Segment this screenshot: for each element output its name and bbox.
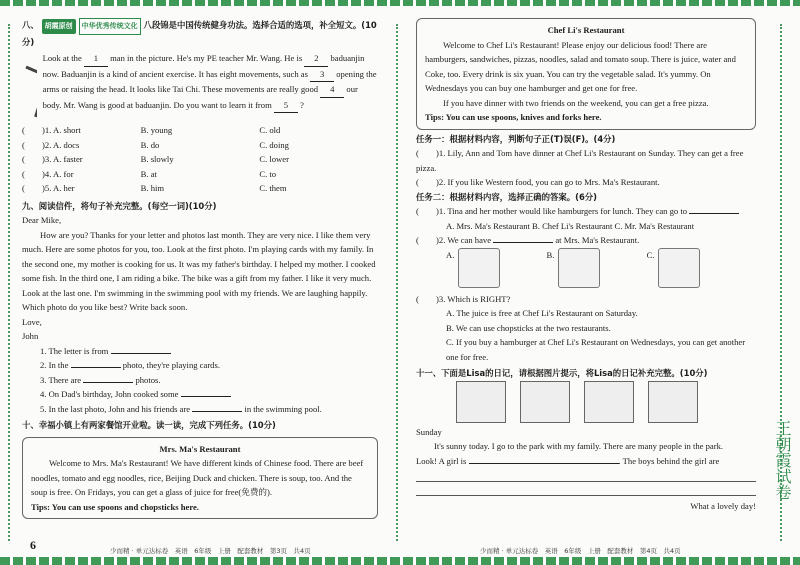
food-images: A. B. C.: [446, 248, 756, 292]
brand-sticker: 王朝霞试卷: [773, 420, 792, 500]
blank-2: 2: [304, 51, 328, 67]
task-2-heading: 任务二：根据材料内容，选择正确的答案。(6分): [416, 191, 597, 202]
question-item[interactable]: ( )2. We can have at Mrs. Ma's Restaurant.: [416, 235, 640, 245]
option-c: C. If you buy a hamburger at Chef Li's Restaurant on Wednesdays, you can get another one for free.: [446, 337, 746, 362]
letter-greeting: Dear Mike,: [22, 215, 62, 225]
blank-3: 3: [310, 67, 334, 83]
letter-close: Love,: [22, 316, 42, 327]
diary-line-2[interactable]: Look! A girl is . The boys behind the girl are: [416, 455, 720, 466]
noodles-image-icon[interactable]: [458, 248, 500, 288]
culture-tag: 中华优秀传统文化: [79, 18, 141, 35]
section-11-heading: 十一、下面是Lisa的日记，请根据图片提示，将Lisa的日记补充完整。(10分): [416, 368, 708, 378]
question-options: A. Mrs. Ma's Restaurant B. Chef Li's Restaurant C. Mr. Ma's Restaurant: [446, 220, 695, 231]
chef-li-restaurant-box: [416, 18, 756, 130]
diary-day: Sunday: [416, 426, 442, 437]
option-row[interactable]: ( )4. A. for B. at C. to: [22, 168, 277, 179]
park-scene-4-icon: [648, 381, 698, 423]
box-title: Chef Li's Restaurant: [547, 25, 625, 35]
option-row[interactable]: ( )1. A. short B. young C. old: [22, 125, 281, 135]
left-column: [22, 18, 378, 519]
option-row[interactable]: ( )2. A. docs B. do C. doing: [22, 139, 289, 150]
question-item[interactable]: 3. There are photos.: [40, 374, 161, 385]
option-row[interactable]: ( )5. A. her B. him C. them: [22, 183, 287, 193]
bottom-border: [0, 557, 800, 565]
box-body-2: If you have dinner with two friends on the weekend, you can get a free pizza.: [443, 97, 709, 108]
original-tag: 胡霞原创: [42, 19, 76, 34]
section-8-heading: 八、 胡霞原创 中华优秀传统文化 八段锦是中国传统健身功法。选择合适的选项，补全短文。(10分): [22, 20, 377, 47]
section-9-questions: [40, 344, 378, 417]
right-footer: 少而精 · 单元达标卷 英语 6年级 上册 配套教材 第4页 共4页: [480, 547, 681, 555]
park-scene-3-icon: [584, 381, 634, 423]
right-column: [416, 18, 756, 514]
answer-line[interactable]: [416, 485, 756, 496]
question-item[interactable]: 4. On Dad's birthday, John cooked some: [40, 387, 378, 402]
juice-image-icon[interactable]: [658, 248, 700, 288]
left-footer: 少而精 · 单元达标卷 英语 6年级 上册 配套教材 第3页 共4页: [110, 547, 311, 555]
option-row[interactable]: ( )3. A. faster B. slowly C. lower: [22, 154, 289, 164]
section-9-heading: 九、阅读信件，将句子补充完整。(每空一词)(10分): [22, 200, 217, 211]
question-item[interactable]: ( )2. If you like Western food, you can go to Mrs. Ma's Restaurant.: [416, 177, 660, 187]
option-b: B. We can use chopsticks at the two restaurants.: [446, 322, 611, 333]
section-8-options: [22, 123, 378, 196]
blank-1: 1: [84, 51, 108, 67]
question-item[interactable]: ( )3. Which is RIGHT?: [416, 293, 511, 304]
box-body: Welcome to Mrs. Ma's Restaurant! We have different kinds of Chinese food. There are beef noodles, tomato and egg noodles, rice, Beijing Duck and chicken. There is soup, too. And the soup is free. On Fridays, you can get a glass of juice for free(免费的).: [31, 458, 364, 497]
option-a: A. The juice is free at Chef Li's Restaurant on Saturday.: [446, 308, 638, 318]
left-border: [8, 24, 16, 541]
blank-5: 5: [274, 98, 298, 114]
section-8-passage: Look at the 1 man in the picture. He's my PE teacher Mr. Wang. He is 2 baduanjin now. Baduanjin is a kind of ancient exercise. It has eight movements, such as 3 opening the arms or raising the head. It looks like Tai Chi. These movements are really good 4 our body. Mr. Wang is good at baduanjin. Do you want to learn it from 5 ?: [22, 51, 378, 123]
letter-body: How are you? Thanks for your letter and photos last month. They are very nice. I like them very much. Here are some photos for you, too. Look at the first photo. I'm playing cards with my family. In the second one, my mother is cooking for us. It was my father's birthday. I helped my mother. I cooked some fish. In the third one, I am riding a bike. The bike was a gift from my father. I like it very much. Look at the last one. I'm swimming in the swimming pool with my friends. We are laughing happily. Which photo do you like best? Write back soon.: [22, 229, 376, 312]
salad-image-icon[interactable]: [558, 248, 600, 288]
center-divider: [396, 24, 404, 541]
diary-end: What a lovely day!: [690, 501, 756, 511]
section-10-heading: 十、幸福小镇上有两家餐馆开业啦。读一读，完成下列任务。(10分): [22, 420, 276, 430]
question-item[interactable]: ( )1. Lily, Ann and Tom have dinner at Chef Li's Restaurant on Sunday. They can get a free pizza.: [416, 148, 744, 173]
baduanjin-figure-icon: [22, 51, 37, 123]
task-1-heading: 任务一：根据材料内容，判断句子正(T)误(F)。(4分): [416, 133, 616, 144]
box-body: Welcome to Chef Li's Restaurant! Please enjoy our delicious food! There are hamburgers, sandwiches, pizzas, noodles, salad and tomato soup. There is juice, water and Coke, too. Every drink is six yuan. You can try the vegetable salad. It's yummy. On Wednesdays you can buy one hamburger and get one for free.: [425, 39, 736, 93]
box-tips: Tips: You can use spoons and chopsticks here.: [31, 501, 199, 512]
letter-sign: John: [22, 331, 39, 341]
mrs-ma-restaurant-box: [22, 437, 378, 520]
question-item[interactable]: ( )1. Tina and her mother would like hamburgers for lunch. They can go to: [416, 204, 756, 219]
box-title: Mrs. Ma's Restaurant: [159, 443, 241, 454]
diary-line-1: It's sunny today. I go to the park with my family. There are many people in the park.: [434, 441, 724, 451]
question-item[interactable]: 2. In the photo, they're playing cards.: [40, 360, 220, 370]
question-item[interactable]: 5. In the last photo, John and his friends are in the swimming pool.: [40, 403, 322, 414]
top-border: [0, 0, 800, 6]
question-item[interactable]: 1. The letter is from: [40, 344, 378, 359]
diary-images: [456, 381, 756, 425]
blank-4: 4: [320, 82, 344, 98]
park-scene-1-icon: [456, 381, 506, 423]
box-tips: Tips: You can use spoons, knives and forks here.: [425, 112, 602, 122]
answer-line[interactable]: [416, 471, 756, 482]
page-number: 6: [30, 538, 36, 552]
park-scene-2-icon: [520, 381, 570, 423]
